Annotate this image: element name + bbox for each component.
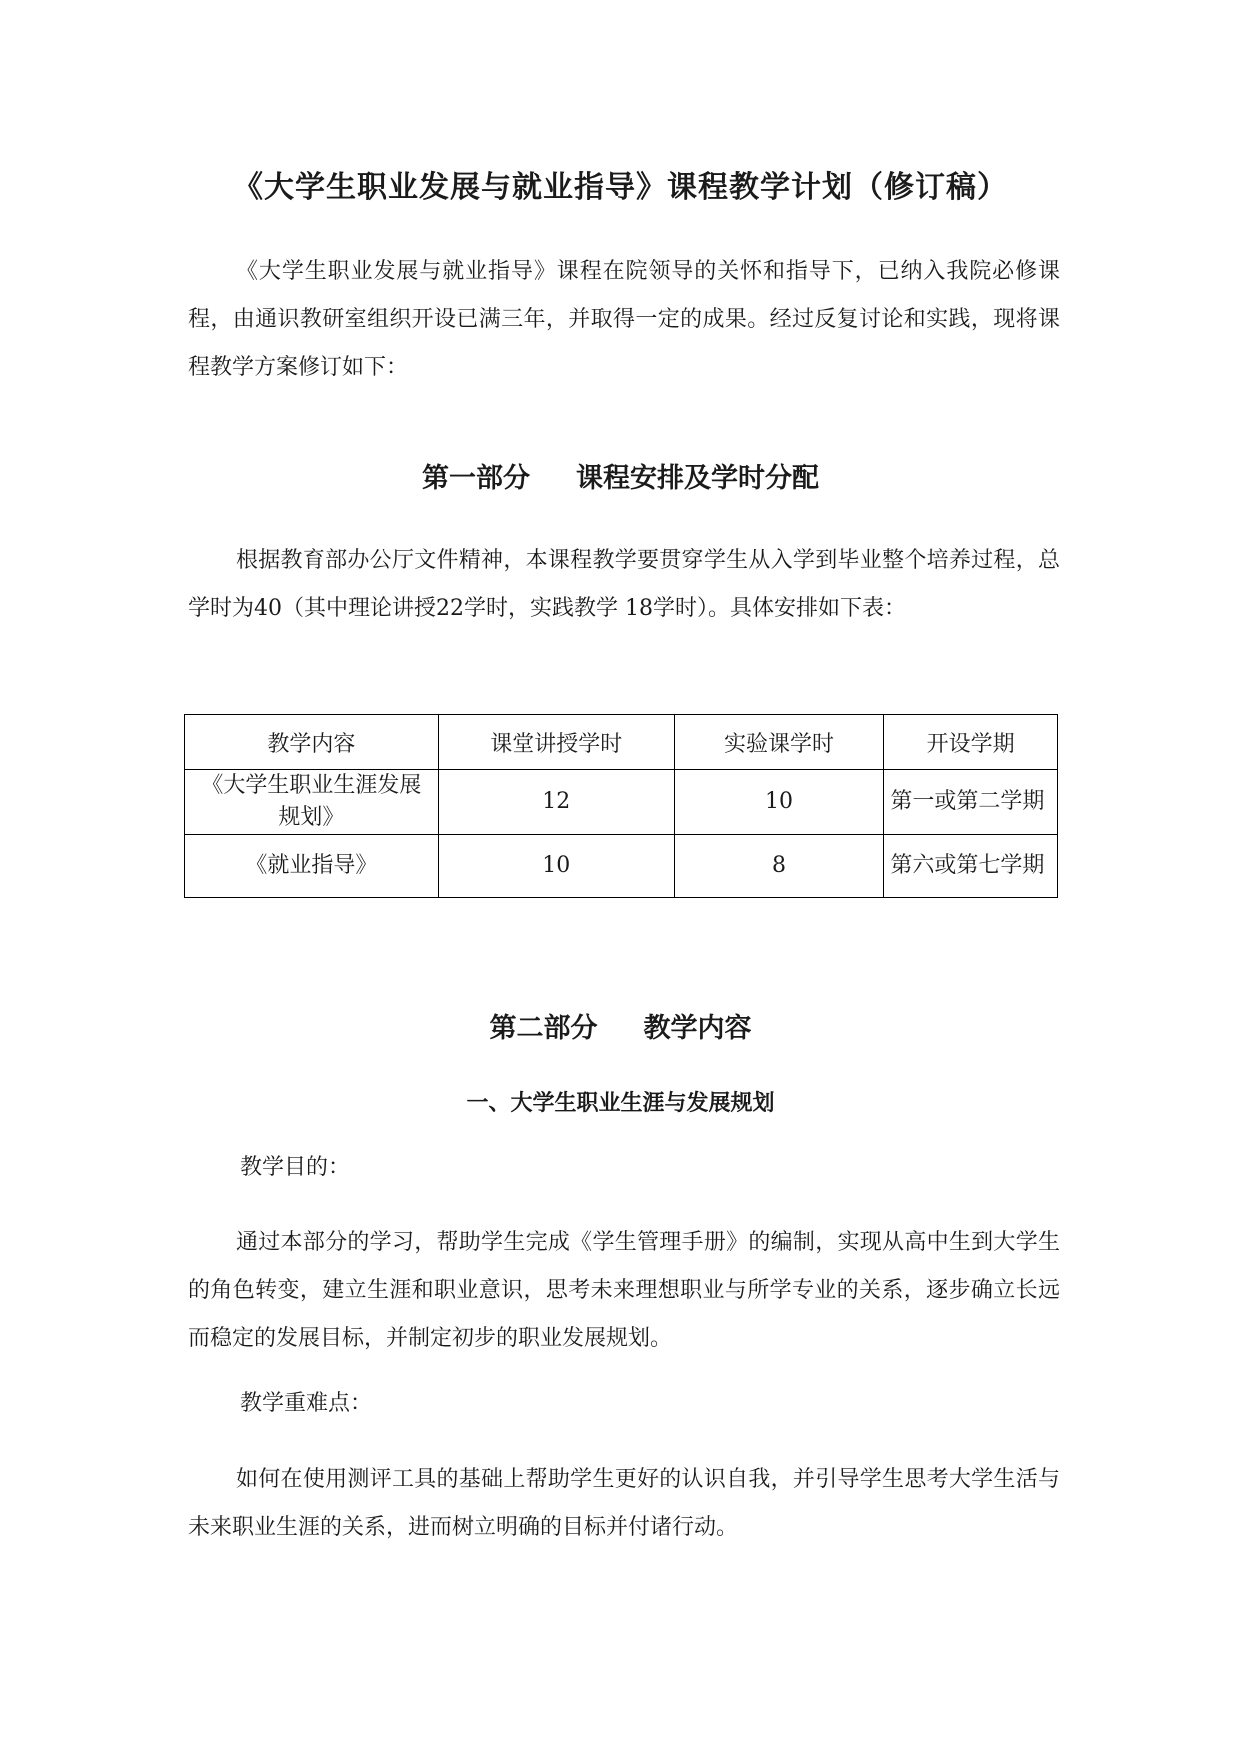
table-header-cell: 开设学期 xyxy=(884,715,1058,770)
table-cell-content: 《就业指导》 xyxy=(185,835,439,898)
schedule-table xyxy=(184,714,1058,898)
table-row xyxy=(185,770,1058,835)
table-cell-content: 《大学生职业生涯发展规划》 xyxy=(185,770,439,835)
goal-paragraph: 通过本部分的学习，帮助学生完成《学生管理手册》的编制，实现从高中生到大学生的角色转变，建立生涯和职业意识，思考未来理想职业与所学专业的关系，逐步确立长远而稳定的发展目标，并制定初步的职业发展规划。 xyxy=(188,1230,1060,1351)
table-cell-lab-hours: 8 xyxy=(674,835,884,898)
table-cell-lecture-hours: 10 xyxy=(438,835,674,898)
table-cell-term: 第一或第二学期 xyxy=(884,770,1058,835)
table-cell-lab-hours: 10 xyxy=(674,770,884,835)
document-title: 《大学生职业发展与就业指导》课程教学计划（修订稿） xyxy=(233,170,1008,205)
part1-label: 第一部分 xyxy=(422,463,530,494)
table-cell-lecture-hours: 12 xyxy=(438,770,674,835)
part1-heading xyxy=(0,456,1241,495)
difficulty-paragraph: 如何在使用测评工具的基础上帮助学生更好的认识自我，并引导学生思考大学生活与未来职业生涯的关系，进而树立明确的目标并付诸行动。 xyxy=(188,1467,1060,1540)
table-header-cell: 课堂讲授学时 xyxy=(438,715,674,770)
difficulty-label: 教学重难点： xyxy=(240,1391,373,1416)
goal-label: 教学目的： xyxy=(240,1155,351,1180)
part2-title: 教学内容 xyxy=(643,1013,752,1044)
section1-heading: 一、大学生职业生涯与发展规划 xyxy=(466,1091,775,1116)
part2-label: 第二部分 xyxy=(489,1013,598,1044)
intro-paragraph: 《大学生职业发展与就业指导》课程在院领导的关怀和指导下，已纳入我院必修课程，由通识教研室组织开设已满三年，并取得一定的成果。经过反复讨论和实践，现将课程教学方案修订如下： xyxy=(188,259,1060,380)
table-cell-term: 第六或第七学期 xyxy=(884,835,1058,898)
table-header-row xyxy=(185,715,1058,770)
part1-paragraph: 根据教育部办公厅文件精神，本课程教学要贯穿学生从入学到毕业整个培养过程，总学时为40（其中理论讲授22学时，实践教学 18学时）。具体安排如下表： xyxy=(188,548,1060,621)
table-header-cell: 教学内容 xyxy=(185,715,439,770)
part1-title: 课程安排及学时分配 xyxy=(576,463,819,494)
part2-heading xyxy=(0,1006,1241,1045)
table-row xyxy=(185,835,1058,898)
table-header-cell: 实验课学时 xyxy=(674,715,884,770)
